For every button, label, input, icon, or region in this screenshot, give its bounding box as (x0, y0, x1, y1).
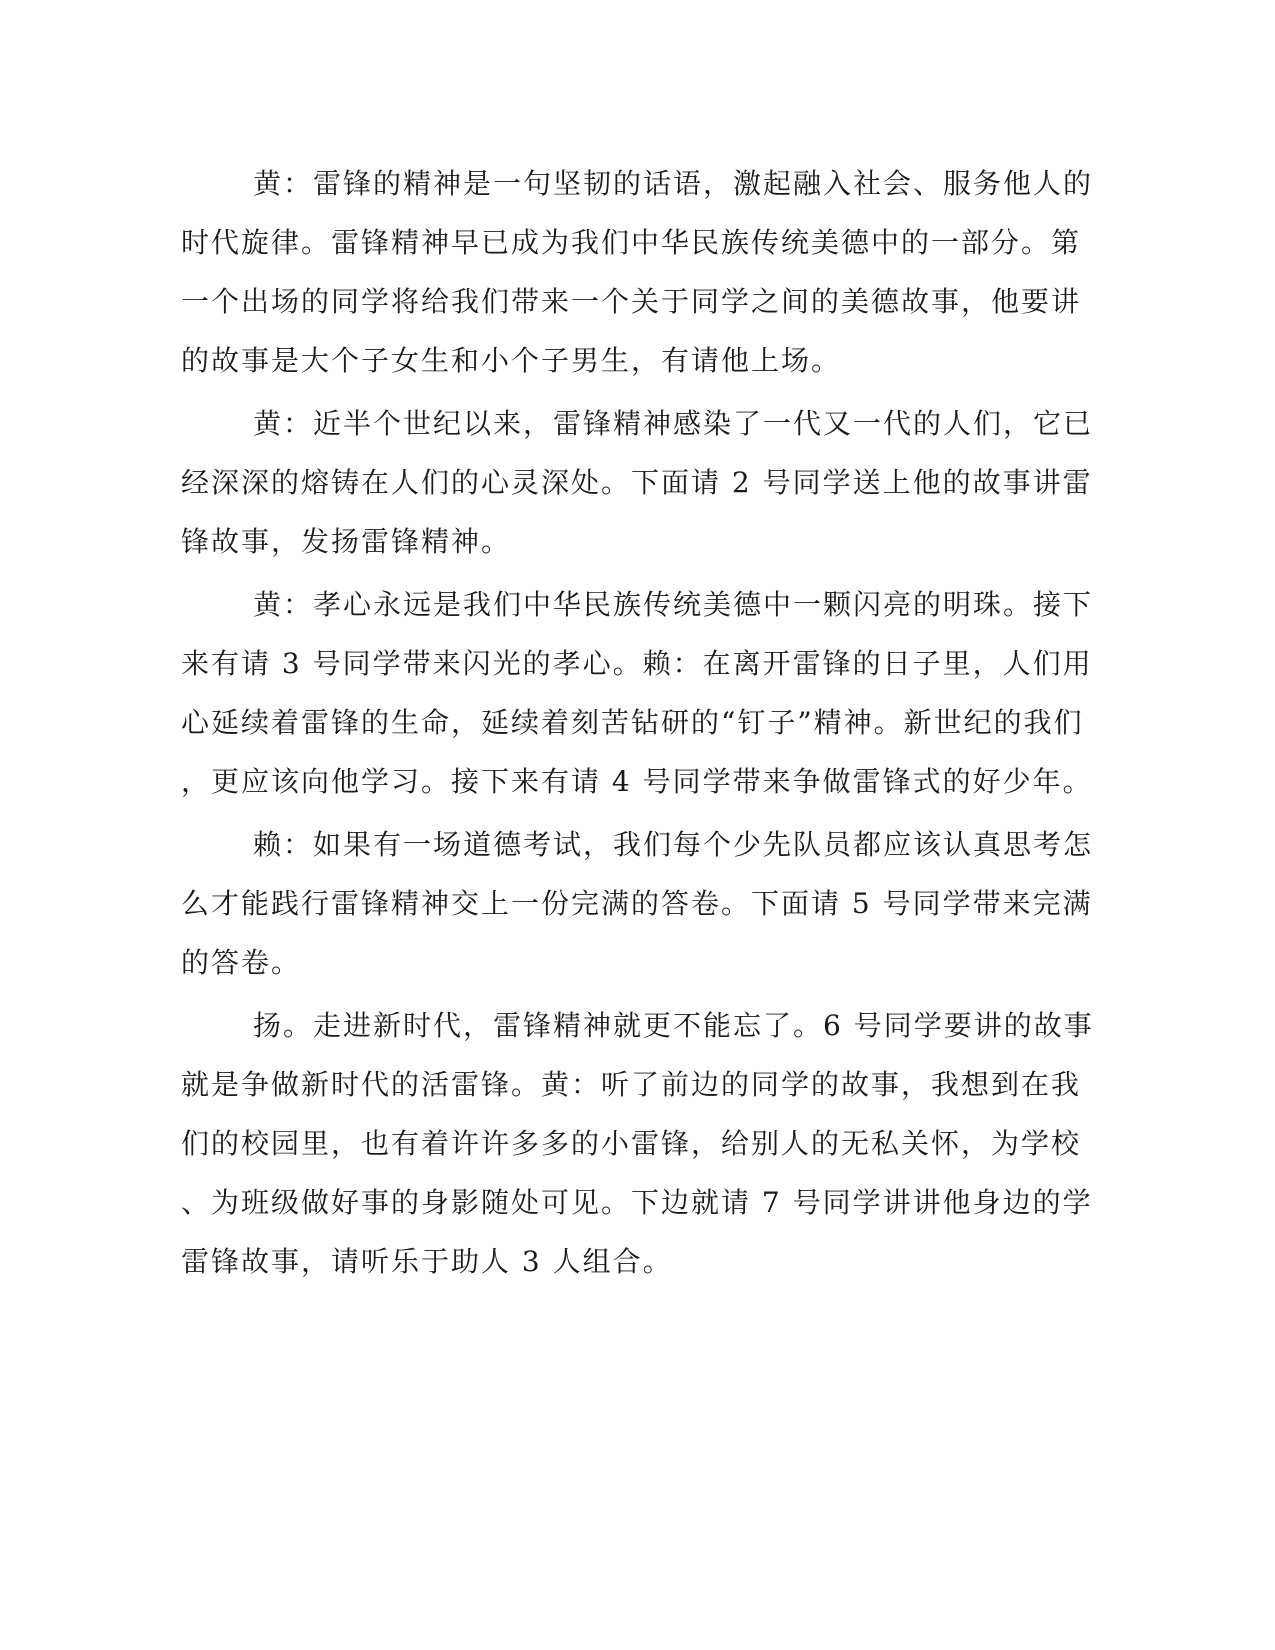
paragraph-4-line-3: 的答卷。 (181, 946, 302, 979)
paragraph-1-line-2: 时代旋律。雷锋精神早已成为我们中华民族传统美德中的一部分。第 (181, 226, 1082, 259)
paragraph-2-line-1: 黄：近半个世纪以来，雷锋精神感染了一代又一代的人们，它已 (253, 407, 1094, 440)
paragraph-3-line-2: 来有请 3 号同学带来闪光的孝心。赖：在离开雷锋的日子里，人们用 (181, 647, 1093, 680)
paragraph-3-line-1: 黄：孝心永远是我们中华民族传统美德中一颗闪亮的明珠。接下 (253, 588, 1094, 621)
paragraph-2-line-3: 锋故事，发扬雷锋精神。 (181, 525, 512, 558)
paragraph-5-line-4: 、为班级做好事的身影随处可见。下边就请 7 号同学讲讲他身边的学 (181, 1186, 1093, 1219)
paragraph-1-line-1: 黄：雷锋的精神是一句坚韧的话语，激起融入社会、服务他人的 (253, 167, 1094, 200)
paragraph-5-line-5: 雷锋故事，请听乐于助人 3 人组合。 (181, 1245, 673, 1278)
paragraph-5-line-3: 们的校园里，也有着许许多多的小雷锋，给别人的无私关怀，为学校 (181, 1127, 1082, 1160)
paragraph-1-line-3: 一个出场的同学将给我们带来一个关于同学之间的美德故事，他要讲 (181, 285, 1082, 318)
paragraph-2-line-2: 经深深的熔铸在人们的心灵深处。下面请 2 号同学送上他的故事讲雷 (181, 466, 1093, 499)
paragraph-5-line-2: 就是争做新时代的活雷锋。黄：听了前边的同学的故事，我想到在我 (181, 1068, 1082, 1101)
paragraph-4-line-2: 么才能践行雷锋精神交上一份完满的答卷。下面请 5 号同学带来完满 (181, 887, 1093, 920)
paragraph-3-line-3: 心延续着雷锋的生命，延续着刻苦钻研的“钉子”精神。新世纪的我们 (181, 706, 1084, 739)
paragraph-3-line-4: ，更应该向他学习。接下来有请 4 号同学带来争做雷锋式的好少年。 (181, 765, 1093, 798)
paragraph-4-line-1: 赖：如果有一场道德考试，我们每个少先队员都应该认真思考怎 (253, 828, 1094, 861)
paragraph-5-line-1: 扬。走进新时代，雷锋精神就更不能忘了。6 号同学要讲的故事 (253, 1009, 1094, 1042)
paragraph-1-line-4: 的故事是大个子女生和小个子男生，有请他上场。 (181, 344, 842, 377)
document-body (181, 154, 1094, 1291)
